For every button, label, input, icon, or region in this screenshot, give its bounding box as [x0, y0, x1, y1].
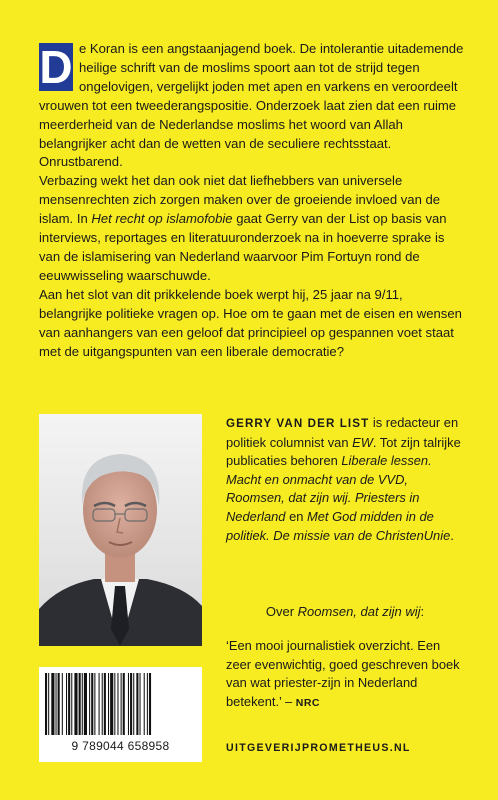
- review-source: NRC: [295, 696, 321, 709]
- blurb: [39, 40, 467, 361]
- blurb-text-2b: gaat Gerry van der List op basis van interviews, reportages en literatuuronderzoek na in hoeverre sprake is van de islamisering van Nederland waarvoor Pim Fortuyn rond de eeuwwisseling waarschuwde.: [39, 211, 447, 283]
- isbn-number: 9 789044 658958: [71, 739, 170, 753]
- dropcap: D: [39, 41, 73, 93]
- blurb-text-2a: Verbazing wekt het dan ook niet dat liefhebbers van universele mensenrechten zich zorgen maken over de groeiende invloed van de islam. In: [39, 173, 441, 227]
- review-over: Over: [265, 604, 298, 619]
- barcode: [39, 667, 202, 762]
- review-quote: [226, 637, 464, 712]
- bio-text-b: . Tot zijn talrijke publicaties behoren: [226, 434, 461, 469]
- blurb-text-1: e Koran is een angstaanjagend boek. De intolerantie uitademende heilige schrift van de moslims spoort aan tot de strijd tegen ongelovigen, vergelijkt joden met apen en varkens en veroordeelt vrouwen tot een tweederangspositie. Onderzoek laat zien dat een ruime meerderheid van de Nederlandse moslims het woord van Allah belangrijker acht dan de wetten van de seculiere rechtsstaat. Onrustbarend.: [39, 41, 464, 170]
- review-quote-text: ‘Een mooi journalistiek overzicht. Een zeer evenwichtig, goed geschreven boek van wat priester-zijn in Nederland betekent.’ –: [226, 638, 460, 709]
- author-name: GERRY VAN DER LIST: [226, 417, 370, 430]
- book-title: Het recht op islamofobie: [91, 211, 233, 227]
- blurb-paragraph-1: [39, 40, 467, 172]
- publication-list-1: Liberale lessen. Macht en onmacht van de VVD, Roomsen, dat zijn wij. Priesters in Nederland: [226, 453, 432, 524]
- magazine-name: EW: [352, 434, 373, 450]
- author-portrait-image: [39, 414, 202, 646]
- blurb-paragraph-3: Aan het slot van dit prikkelende boek werpt hij, 25 jaar na 9/11, belangrijke politieke vragen op. Hoe om te gaan met de eisen en wensen van aanhangers van een geloof dat principieel op gespannen voet staat met de uitgangspunten van een liberale democratie?: [39, 286, 462, 359]
- author-bio: [226, 414, 464, 545]
- publication-list-2: Met God midden in de politiek. De missie van de ChristenUnie: [226, 508, 451, 543]
- bio-end: .: [450, 527, 454, 543]
- bio-conjunction: en: [285, 508, 307, 524]
- blurb-paragraph-2: [39, 172, 467, 285]
- barcode-bars: [39, 667, 202, 737]
- review-heading: [226, 603, 464, 621]
- bio-text-a: is redacteur en politiek columnist van: [226, 415, 459, 450]
- publisher-website: UITGEVERIJPROMETHEUS.NL: [226, 742, 411, 754]
- review-book-title: Roomsen, dat zijn wij: [297, 604, 421, 619]
- author-photo: [39, 414, 202, 646]
- review-colon: :: [420, 604, 425, 619]
